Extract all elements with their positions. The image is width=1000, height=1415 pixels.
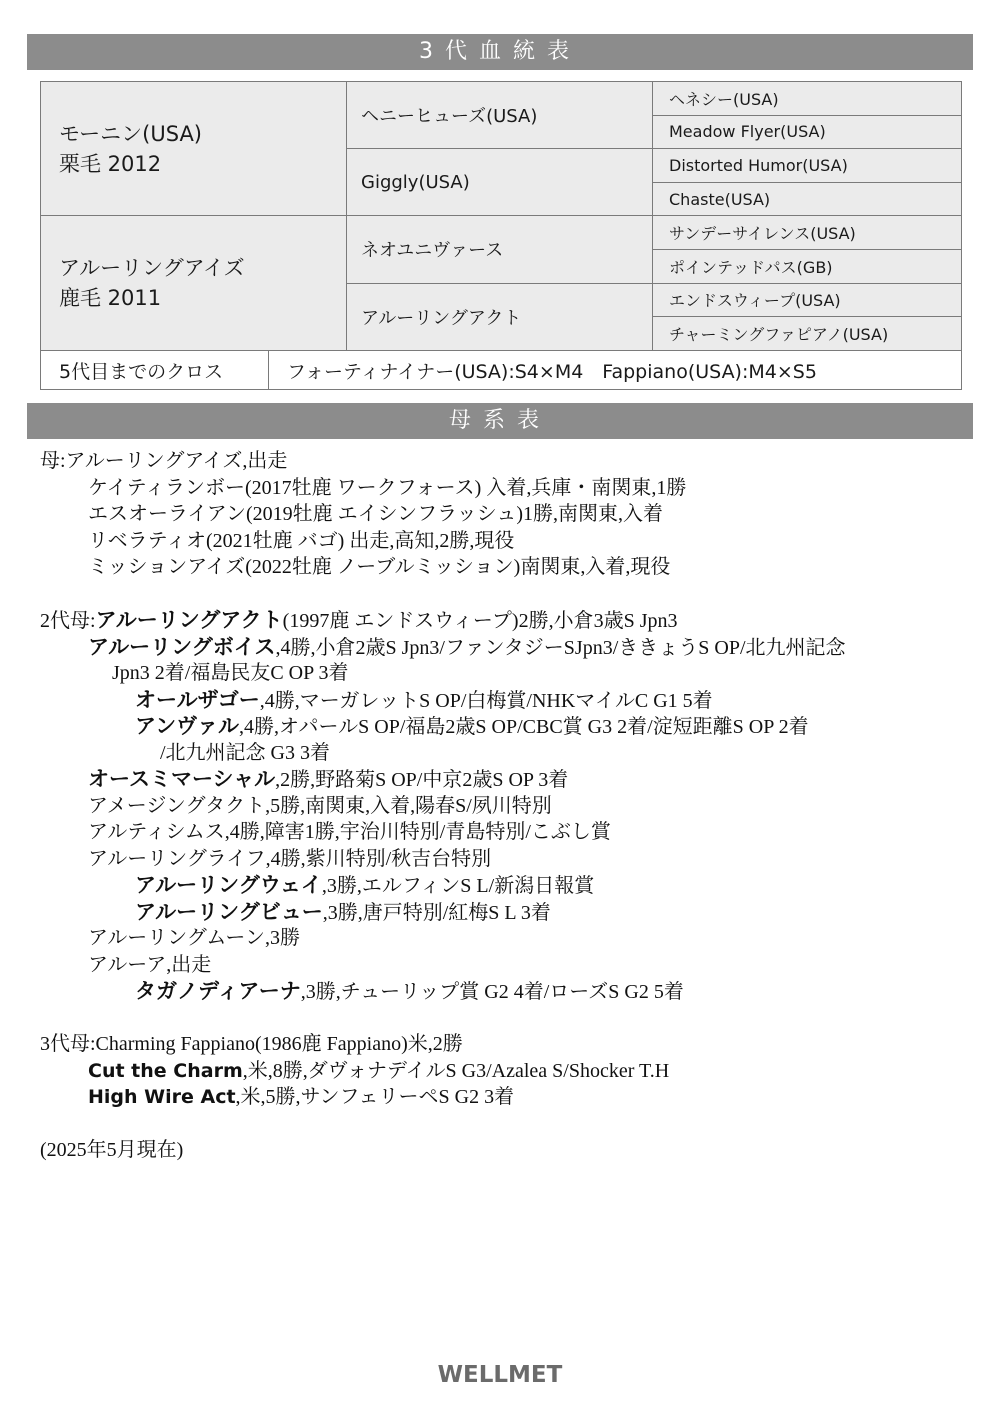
ancestor-cell: チャーミングファピアノ(USA) <box>653 317 962 351</box>
relative-detail: ,4勝,マーガレットS OP/白梅賞/NHKマイルC G1 5着 <box>259 689 713 712</box>
relative-line <box>40 634 970 661</box>
relative-detail: ,4勝,小倉2歳S Jpn3/ファンタジーSJpn3/ききょうS OP/北九州記念 <box>275 636 846 659</box>
relative-name: High Wire Act <box>88 1086 236 1108</box>
relative-name: アンヴァル <box>135 714 239 738</box>
dam-dam-cell: アルーリングアクト <box>347 283 653 350</box>
relative-line-continued: /北九州記念 G3 3着 <box>160 741 330 764</box>
family-table <box>40 448 970 1164</box>
pedigree-section-header: 3代血統表 <box>27 34 973 70</box>
dam-offspring: ミッションアイズ(2022牡鹿 ノーブルミッション)南関東,入着,現役 <box>88 556 671 578</box>
ancestor-cell: Chaste(USA) <box>653 182 962 216</box>
relative-line: アルティシムス,4勝,障害1勝,宇治川特別/青島特別/こぶし賞 <box>88 821 611 843</box>
second-dam-name: アルーリングアクト <box>95 608 283 632</box>
relative-line <box>40 713 970 740</box>
second-dam-prefix: 2代母: <box>40 610 96 632</box>
dam-name: アルーリングアイズ <box>59 256 245 281</box>
sire-cell <box>41 82 347 216</box>
ancestor-cell: Meadow Flyer(USA) <box>653 115 962 149</box>
sire-info: 栗毛 2012 <box>59 151 162 176</box>
relative-line <box>40 978 970 1005</box>
dam-info: 鹿毛 2011 <box>59 286 162 311</box>
relative-detail: ,3勝,唐戸特別/紅梅S L 3着 <box>322 901 551 924</box>
relative-line: アメージングタクト,5勝,南関東,入着,陽春S/夙川特別 <box>88 794 552 817</box>
dam-cell <box>41 216 347 350</box>
ancestor-cell: サンデーサイレンス(USA) <box>653 216 962 250</box>
ancestor-cell: エンドスウィープ(USA) <box>653 283 962 317</box>
relative-name: オールザゴー <box>135 687 260 712</box>
relative-line: アルーア,出走 <box>88 953 212 976</box>
sire-sire-cell: ヘニーヒューズ(USA) <box>347 82 653 149</box>
relative-name: アルーリングビュー <box>135 899 323 924</box>
ancestor-cell: Distorted Humor(USA) <box>653 149 962 183</box>
dam-offspring: リベラティオ(2021牡鹿 バゴ) 出走,高知,2勝,現役 <box>88 529 515 552</box>
inbreeding-cross-table <box>40 350 962 390</box>
relative-name: Cut the Charm <box>88 1059 243 1082</box>
relative-detail: ,米,8勝,ダヴォナデイルS G3/Azalea S/Shocker T.H <box>242 1059 670 1082</box>
second-dam-line <box>40 607 970 634</box>
third-dam-line: 3代母:Charming Fappiano(1986鹿 Fappiano)米,2勝 <box>40 1033 463 1055</box>
ancestor-cell: ヘネシー(USA) <box>653 82 962 116</box>
dam-line: 母:アルーリングアイズ,出走 <box>40 450 288 472</box>
relative-detail: ,米,5勝,サンフェリーペS G2 3着 <box>235 1086 515 1108</box>
as-of-date: (2025年5月現在) <box>40 1139 184 1161</box>
wellmet-logo: WELLMET <box>437 1362 563 1388</box>
relative-detail: ,3勝,エルフィンS L/新潟日報賞 <box>321 875 595 897</box>
sire-dam-cell: Giggly(USA) <box>347 149 653 216</box>
relative-line <box>40 899 970 926</box>
relative-line <box>40 766 970 793</box>
relative-line <box>40 1084 970 1111</box>
sire-name: モーニン(USA) <box>59 121 203 146</box>
relative-line: アルーリングライフ,4勝,紫川特別/秋吉台特別 <box>88 847 492 870</box>
relative-name: オースミマーシャル <box>88 767 276 791</box>
relative-line-continued: Jpn3 2着/福島民友C OP 3着 <box>112 662 349 684</box>
dam-offspring: エスオーライアン(2019牡鹿 エイシンフラッシュ)1勝,南関東,入着 <box>88 503 664 525</box>
relative-line: アルーリングムーン,3勝 <box>88 927 300 949</box>
ancestor-cell: ポインテッドパス(GB) <box>653 249 962 283</box>
relative-name: アルーリングボイス <box>88 634 276 659</box>
second-dam-detail: (1997鹿 エンドスウィープ)2勝,小倉3歳S Jpn3 <box>282 610 678 632</box>
relative-line <box>40 1058 970 1085</box>
relative-detail: ,2勝,野路菊S OP/中京2歳S OP 3着 <box>275 769 569 791</box>
dam-offspring: ケイティランボー(2017牡鹿 ワークフォース) 入着,兵庫・南関東,1勝 <box>88 476 687 499</box>
relative-line <box>40 872 970 899</box>
cross-label: 5代目までのクロス <box>41 351 269 390</box>
family-section-header: 母系表 <box>27 403 973 439</box>
relative-name: アルーリングウェイ <box>135 873 322 897</box>
relative-detail: ,3勝,チューリップ賞 G2 4着/ローズS G2 5着 <box>300 981 684 1003</box>
pedigree-table <box>40 81 962 351</box>
relative-name: タガノディアーナ <box>135 979 301 1003</box>
relative-line <box>40 687 970 714</box>
dam-sire-cell: ネオユニヴァース <box>347 216 653 283</box>
relative-detail: ,4勝,オパールS OP/福島2歳S OP/CBC賞 G3 2着/淀短距離S OP 2着 <box>238 716 809 738</box>
cross-value: フォーティナイナー(USA):S4×M4 Fappiano(USA):M4×S5 <box>269 351 962 390</box>
